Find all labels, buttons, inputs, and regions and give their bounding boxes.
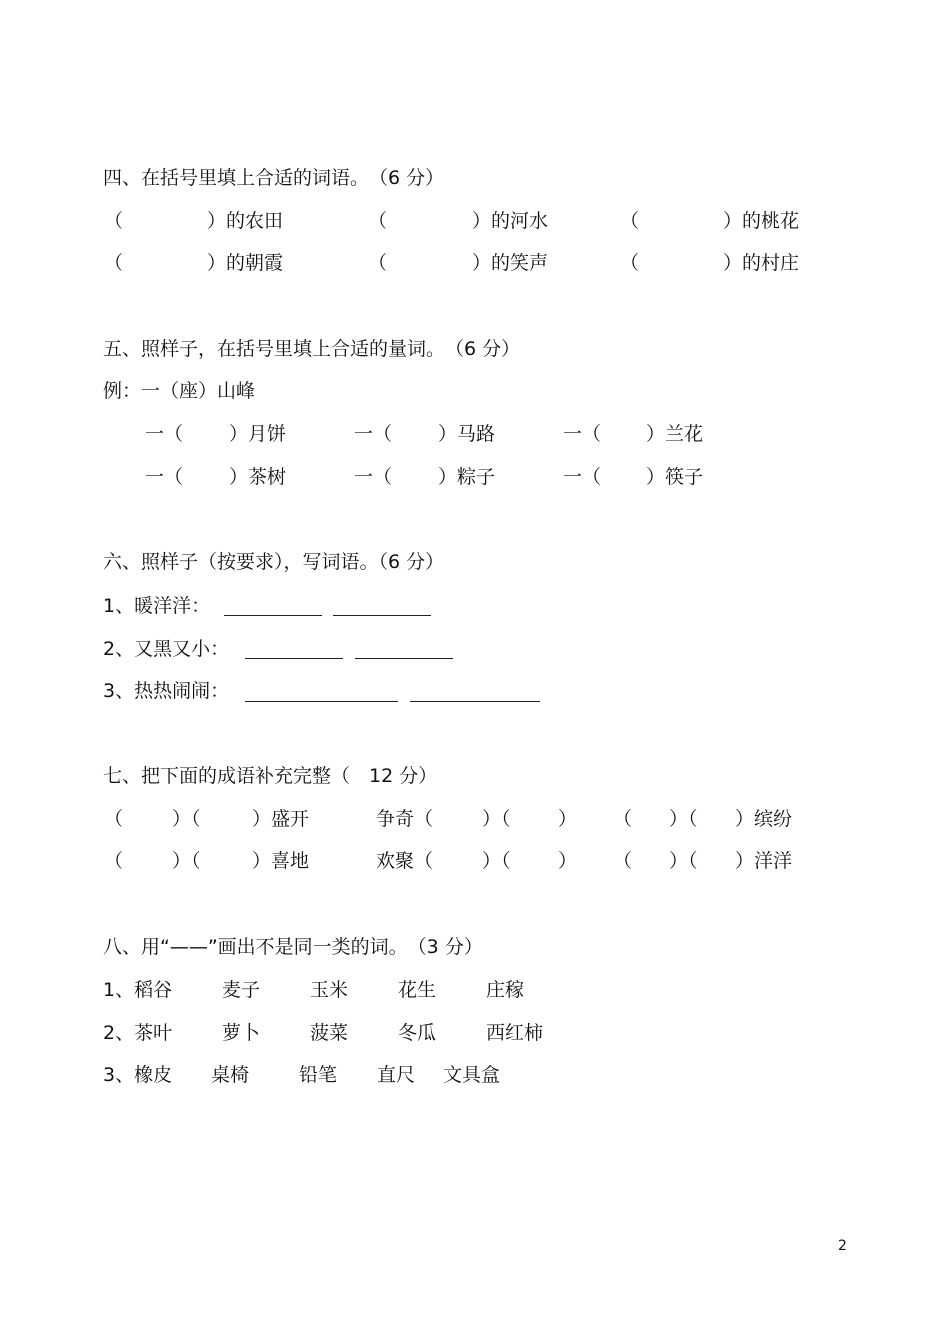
s8-r1-w5: 庄稼 [486,979,525,1001]
s8-r3-w1: 3、橡皮 [103,1064,173,1086]
s8-r1-w1: 1、稻谷 [103,979,173,1001]
s4-r2-c4: ）的笑声 [472,252,549,274]
s5-r1-c6: ）兰花 [646,423,704,445]
s7-r1-c2: ）（ [172,808,201,830]
s5-r2-c2: ）茶树 [229,466,287,488]
s4-r1-c1: （ [104,210,124,232]
s7-r2-c5: ）（ [482,850,511,872]
s8-r2-w2: 萝卜 [222,1022,261,1044]
s8-r3-w4: 直尺 [377,1064,416,1086]
s6-item-1-blank-2[interactable] [333,615,431,616]
s5-r2-c4: ）粽子 [438,466,496,488]
s4-r2-c2: ）的朝霞 [207,252,284,274]
s7-r1-c5: ）（ [482,808,511,830]
s6-item-2-blank-1[interactable] [245,658,343,659]
s8-r2-w1: 2、茶叶 [103,1022,173,1044]
s7-r2-c2: ）（ [172,850,201,872]
s5-r1-c1: 一（ [145,423,184,445]
s5-r2-c1: 一（ [145,466,184,488]
s5-r1-c3: 一（ [354,423,393,445]
s8-r1-w4: 花生 [398,979,437,1001]
s7-r2-c4: 欢聚（ [376,850,434,872]
s7-r1-c7: （ [613,808,633,830]
s6-item-2-blank-2[interactable] [355,658,453,659]
s6-item-3-blank-2[interactable] [410,701,540,702]
s7-r2-c8: ）（ [669,850,698,872]
s7-r1-c6: ） [558,808,578,830]
s7-r2-c3: ）喜地 [252,850,310,872]
s4-r2-c1: （ [104,252,124,274]
section-8-title: 八、用“——”画出不是同一类的词。 （3 分） [103,936,483,958]
section-6-title: 六、照样子（按要求），写词语。（6 分） [103,551,445,573]
s8-r3-w3: 铅笔 [299,1064,338,1086]
s5-example: 例：一（座）山峰 [103,380,256,402]
s6-item-3: 3、热热闹闹： [103,680,230,702]
s4-r2-c6: ）的村庄 [723,252,800,274]
section-5-title: 五、照样子，在括号里填上合适的量词。 （6 分） [103,338,521,360]
s7-r2-c7: （ [613,850,633,872]
s8-r1-w2: 麦子 [222,979,261,1001]
page-number: 2 [838,1238,847,1254]
s4-r1-c5: （ [620,210,640,232]
s5-r1-c2: ）月饼 [229,423,287,445]
s4-r2-c3: （ [368,252,388,274]
section-4-title: 四、在括号里填上合适的词语。 （6 分） [103,167,445,189]
s7-r1-c8: ）（ [669,808,698,830]
s8-r2-w3: 菠菜 [310,1022,349,1044]
s5-r1-c5: 一（ [563,423,602,445]
s5-r2-c3: 一（ [354,466,393,488]
s4-r1-c4: ）的河水 [472,210,549,232]
s5-r2-c6: ）筷子 [646,466,704,488]
s7-r1-c3: ）盛开 [252,808,310,830]
s4-r1-c3: （ [368,210,388,232]
s7-r1-c4: 争奇（ [376,808,434,830]
s8-r1-w3: 玉米 [310,979,349,1001]
section-7-title: 七、把下面的成语补充完整（ 12 分） [103,765,438,787]
s8-r2-w5: 西红柿 [486,1022,544,1044]
s8-r2-w4: 冬瓜 [398,1022,437,1044]
s7-r2-c9: ）洋洋 [735,850,793,872]
s4-r2-c5: （ [620,252,640,274]
s7-r1-c9: ）缤纷 [735,808,793,830]
s6-item-1-blank-1[interactable] [224,615,322,616]
s6-item-2: 2、又黑又小： [103,638,230,660]
s5-r2-c5: 一（ [563,466,602,488]
s8-r3-w5: 文具盒 [443,1064,501,1086]
s4-r1-c6: ）的桃花 [723,210,800,232]
s6-item-1: 1、暖洋洋： [103,595,211,617]
s7-r1-c1: （ [104,808,124,830]
s4-r1-c2: ）的农田 [207,210,284,232]
s6-item-3-blank-1[interactable] [245,701,398,702]
s5-r1-c4: ）马路 [438,423,496,445]
s7-r2-c1: （ [104,850,124,872]
s7-r2-c6: ） [558,850,578,872]
s8-r3-w2: 桌椅 [211,1064,250,1086]
